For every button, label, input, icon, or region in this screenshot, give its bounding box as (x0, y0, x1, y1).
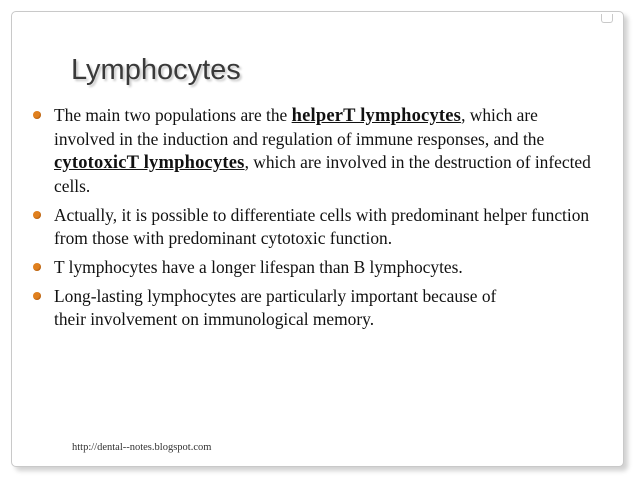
bullet-4-text-line-2: their involvement on immunological memory. (54, 309, 375, 329)
bullet-4-text-line-1: Long-lasting lymphocytes are particularly important because of (54, 286, 497, 306)
orange-circle-bullet-icon (33, 292, 41, 300)
helper-t-lymphocytes-term: helperT lymphocytes (291, 106, 462, 126)
bullet-1-text-end: , which are involved in the destruction of infected cells. (54, 152, 591, 196)
bullet-item-4 (33, 285, 603, 331)
bullet-item-1 (33, 104, 603, 198)
bullet-1-text-start: The main two populations are the (54, 105, 292, 125)
bullet-3-text: T lymphocytes have a longer lifespan than B lymphocytes. (54, 257, 463, 277)
footer-source-url: http://dental--notes.blogspot.com (72, 442, 212, 453)
bullet-item-2 (33, 204, 603, 250)
orange-circle-bullet-icon (33, 263, 41, 271)
bullet-item-3 (33, 256, 603, 279)
bullet-2-text: Actually, it is possible to differentiate cells with predominant helper function from those with predominant cytotoxic function. (54, 205, 590, 248)
slide-title: Lymphocytes (71, 54, 241, 86)
frame-corner-tab (601, 14, 613, 23)
bullet-list (33, 104, 603, 337)
bullet-1-text-middle: , which are involved in the induction and regulation of immune responses, and the (54, 105, 545, 149)
cytotoxic-t-lymphocytes-term: cytotoxicT lymphocytes (54, 153, 245, 173)
orange-circle-bullet-icon (33, 111, 41, 119)
orange-circle-bullet-icon (33, 211, 41, 219)
